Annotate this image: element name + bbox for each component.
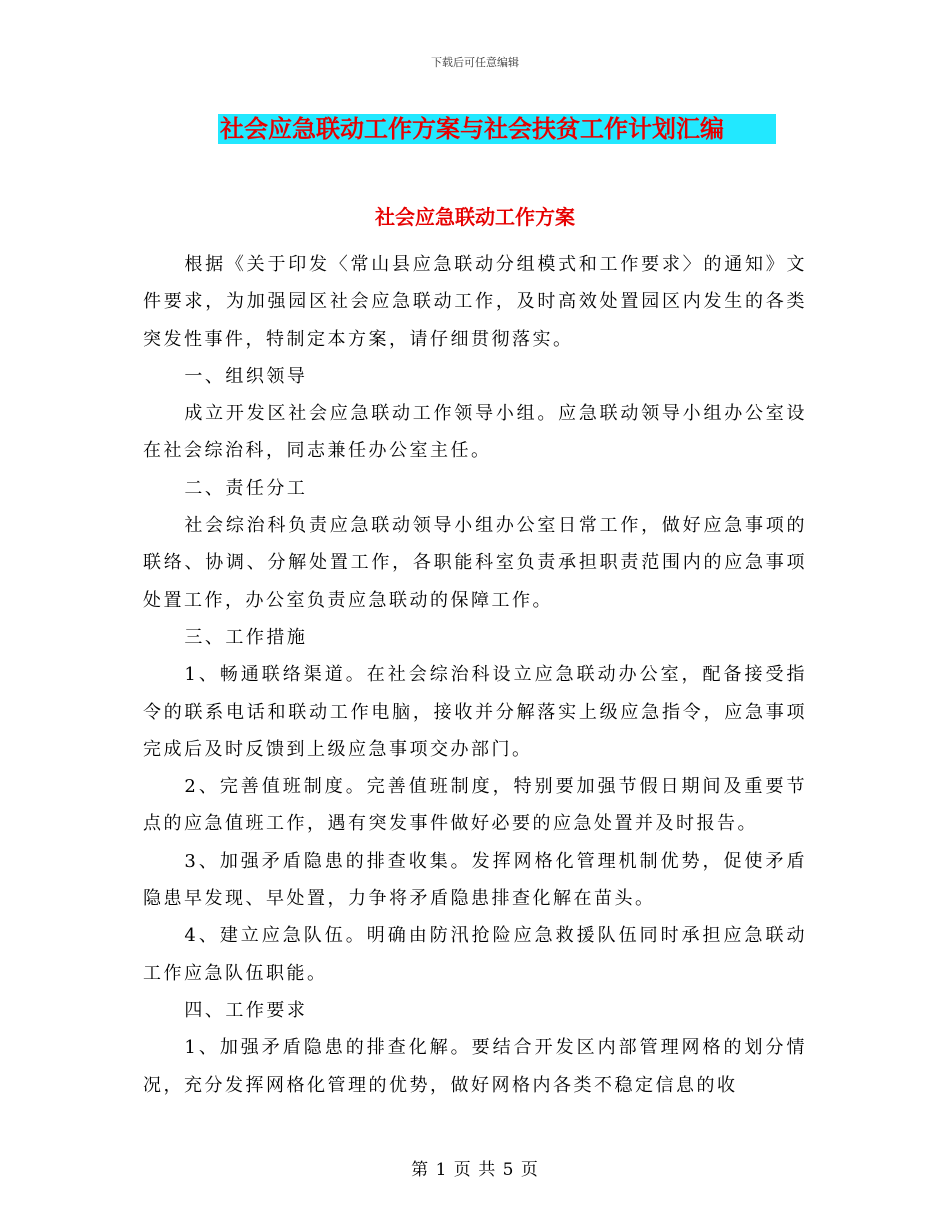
document-body bbox=[143, 246, 807, 1104]
paragraph-responsibility: 社会综治科负责应急联动领导小组办公室日常工作，做好应急事项的联络、协调、分解处置工作，各职能科室负责承担职责范围内的应急事项处置工作，办公室负责应急联动的保障工作。 bbox=[143, 515, 807, 611]
heading-responsibility: 二、责任分工 bbox=[184, 477, 308, 499]
page-number: 第 1 页 共 5 页 bbox=[411, 1160, 539, 1180]
document-title: 社会应急联动工作方案与社会扶贫工作计划汇编 bbox=[218, 114, 776, 144]
paragraph-measure-2: 2、完善值班制度。完善值班制度，特别要加强节假日期间及重要节点的应急值班工作，遇有突发事件做好必要的应急处置并及时报告。 bbox=[143, 776, 807, 835]
paragraph-intro: 根据《关于印发〈常山县应急联动分组模式和工作要求〉的通知》文件要求，为加强园区社会应急联动工作，及时高效处置园区内发生的各类突发性事件，特制定本方案，请仔细贯彻落实。 bbox=[143, 254, 807, 350]
section-title: 社会应急联动工作方案 bbox=[375, 205, 575, 229]
paragraph-measure-4: 4、建立应急队伍。明确由防汛抢险应急救援队伍同时承担应急联动工作应急队伍职能。 bbox=[143, 925, 807, 984]
paragraph-measure-1: 1、畅通联络渠道。在社会综治科设立应急联动办公室，配备接受指令的联系电话和联动工作电脑，接收并分解落实上级应急指令，应急事项完成后及时反馈到上级应急事项交办部门。 bbox=[143, 664, 807, 760]
heading-requirements: 四、工作要求 bbox=[184, 999, 308, 1021]
paragraph-measure-3: 3、加强矛盾隐患的排查收集。发挥网格化管理机制优势，促使矛盾隐患早发现、早处置，力争将矛盾隐患排查化解在苗头。 bbox=[143, 850, 807, 910]
heading-measures: 三、工作措施 bbox=[184, 626, 308, 648]
paragraph-requirement-1: 1、加强矛盾隐患的排查化解。要结合开发区内部管理网格的划分情况，充分发挥网格化管理的优势，做好网格内各类不稳定信息的收 bbox=[143, 1037, 807, 1096]
paragraph-organization: 成立开发区社会应急联动工作领导小组。应急联动领导小组办公室设在社会综治科，同志兼任办公室主任。 bbox=[143, 403, 807, 462]
header-note: 下载后可任意编辑 bbox=[431, 56, 519, 69]
heading-organization: 一、组织领导 bbox=[184, 365, 308, 387]
